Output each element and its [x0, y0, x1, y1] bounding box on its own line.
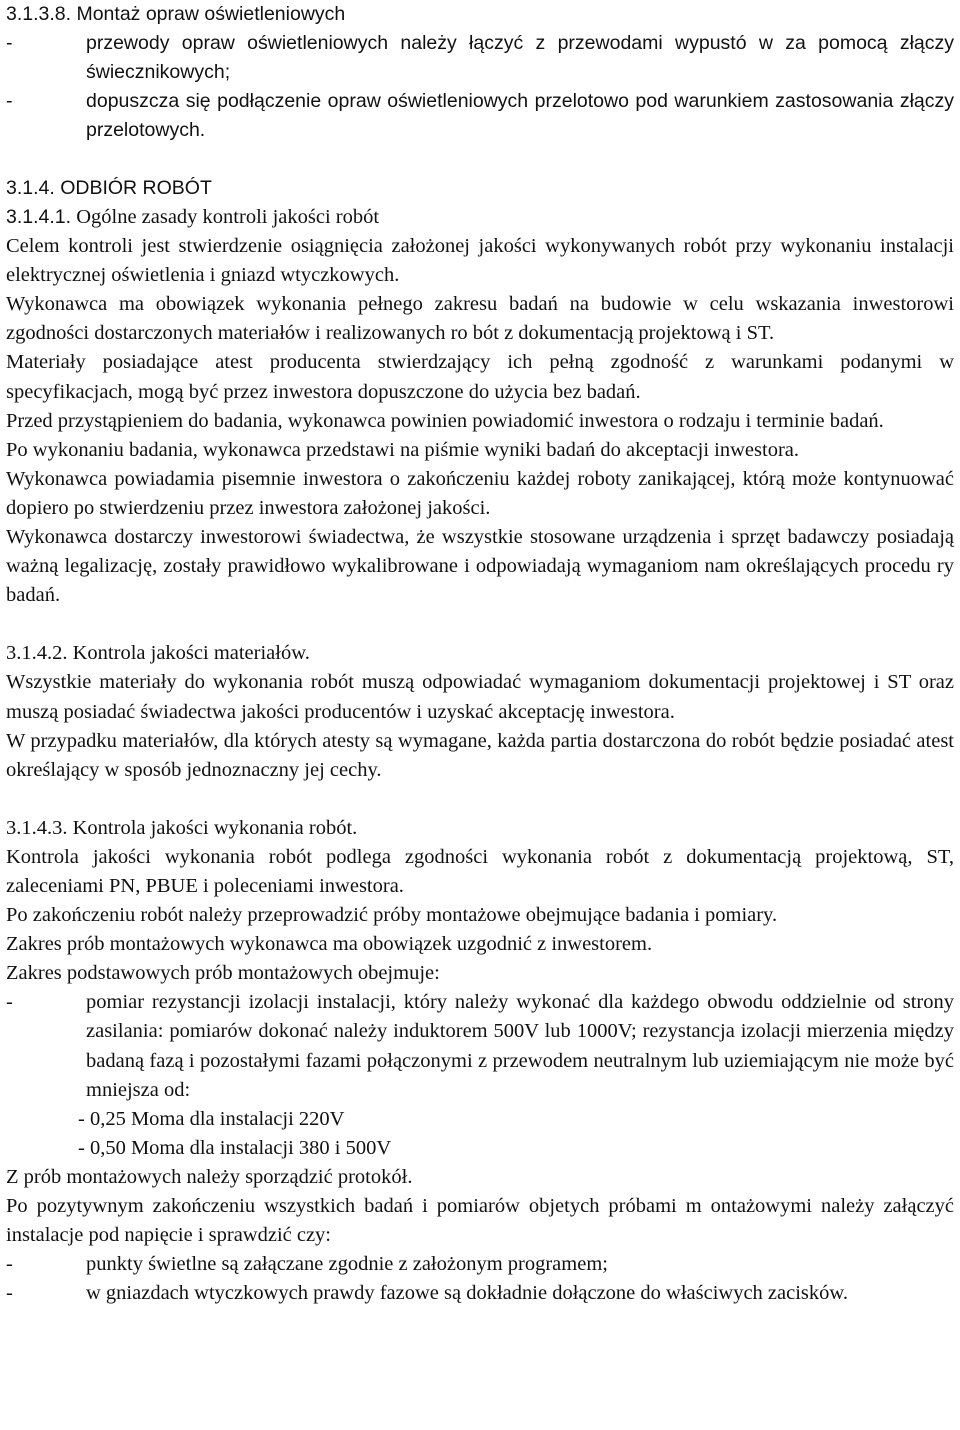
list-item-text: punkty świetlne są załączane zgodnie z założonym programem;	[86, 1253, 608, 1276]
paragraph: Po wykonaniu badania, wykonawca przedstawi na piśmie wyniki badań do akceptacji inwestora.	[6, 438, 800, 461]
paragraph: Z prób montażowych należy sporządzić protokół.	[6, 1165, 413, 1188]
list-item	[6, 1279, 954, 1308]
paragraph: Wszystkie materiały do wykonania robót muszą odpowiadać wymaganiom dokumentacji projektowej i ST oraz muszą posiadać świadectwa jakości producentów i uzyskać akceptację inwestora.	[6, 671, 954, 723]
section-heading-3-1-4-3: 3.1.4.3. Kontrola jakości wykonania robót.	[6, 816, 358, 839]
subheading-text: Ogólne zasady kontroli jakości robót	[71, 206, 380, 228]
list-item	[6, 87, 954, 145]
list-item-text: dopuszcza się podłączenie opraw oświetleniowych przelotowo pod warunkiem zastosowania złączy przelotowych.	[86, 90, 954, 141]
paragraph: Zakres podstawowych prób montażowych obejmuje:	[6, 962, 440, 985]
subheading-3-1-4-1	[6, 203, 954, 232]
paragraph: Wykonawca dostarczy inwestorowi świadectwa, że wszystkie stosowane urządzenia i sprzęt badawczy posiadają ważną legalizację, zostały prawidłowo wykalibrowane i odpowiadają wymaganiom nam określających procedu ry badań.	[6, 526, 954, 607]
list-item-text: pomiar rezystancji izolacji instalacji, który należy wykonać dla każdego obwodu oddzielnie od strony zasilania: pomiarów dokonać należy induktorem 500V lub 1000V; rezystancja izolacji mierzenia między badaną fazą i pozostałymi fazami połączonymi z przewodem neutralnym lub uziemiającym nie może być mniejsza od:	[86, 991, 954, 1101]
subheading-number: 3.1.4.1.	[6, 206, 72, 228]
list-item	[6, 29, 954, 87]
section-heading-3-1-4: 3.1.4. ODBIÓR ROBÓT	[6, 177, 212, 199]
paragraph: Przed przystąpieniem do badania, wykonawca powinien powiadomić inwestora o rodzaju i terminie badań.	[6, 409, 884, 432]
paragraph: Materiały posiadające atest producenta stwierdzający ich pełną zgodność z warunkami podanymi w specyfikacjach, mogą być przez inwestora dopuszczone do użycia bez badań.	[6, 351, 954, 403]
sub-list-item: - 0,25 Moma dla instalacji 220V	[78, 1107, 345, 1130]
list-item-text: w gniazdach wtyczkowych prawdy fazowe są dokładnie dołączone do właściwych zacisków.	[86, 1282, 849, 1305]
paragraph: Celem kontroli jest stwierdzenie osiągnięcia założonej jakości wykonywanych robót przy wykonaniu instalacji elektrycznej oświetlenia i gniazd wtyczkowych.	[6, 235, 954, 287]
paragraph: Po zakończeniu robót należy przeprowadzić próby montażowe obejmujące badania i pomiary.	[6, 904, 778, 927]
list-dash: -	[6, 90, 13, 112]
list-dash: -	[6, 1282, 13, 1305]
sub-list-item: - 0,50 Moma dla instalacji 380 i 500V	[78, 1136, 392, 1159]
list-item	[6, 1250, 954, 1279]
paragraph: Wykonawca ma obowiązek wykonania pełnego zakresu badań na budowie w celu wskazania inwestorowi zgodności dostarczonych materiałów i realizowanych ro bót z dokumentacją projektową i ST.	[6, 293, 954, 345]
list-item-text: przewody opraw oświetleniowych należy łączyć z przewodami wypustó w za pomocą złączy świecznikowych;	[86, 32, 954, 83]
paragraph: Kontrola jakości wykonania robót podlega zgodności wykonania robót z dokumentacją projektową, ST, zaleceniami PN, PBUE i poleceniami inwestora.	[6, 845, 954, 897]
paragraph: Wykonawca powiadamia pisemnie inwestora o zakończeniu każdej roboty zanikającej, którą może kontynuować dopiero po stwierdzeniu przez inwestora założonej jakości.	[6, 467, 954, 519]
section-heading-3-1-3-8: 3.1.3.8. Montaż opraw oświetleniowych	[6, 3, 346, 25]
list-dash: -	[6, 1253, 13, 1276]
paragraph: W przypadku materiałów, dla których atesty są wymagane, każda partia dostarczona do robót będzie posiadać atest określający w sposób jednoznaczny jej cechy.	[6, 729, 954, 781]
paragraph: Po pozytywnym zakończeniu wszystkich badań i pomiarów objetych próbami m ontażowymi należy załączyć instalacje pod napięcie i sprawdzić czy:	[6, 1195, 954, 1247]
list-dash: -	[6, 32, 13, 54]
document-page	[6, 0, 954, 1308]
section-heading-3-1-4-2: 3.1.4.2. Kontrola jakości materiałów.	[6, 642, 310, 665]
list-item	[6, 988, 954, 1104]
paragraph: Zakres prób montażowych wykonawca ma obowiązek uzgodnić z inwestorem.	[6, 933, 653, 956]
list-dash: -	[6, 991, 13, 1014]
